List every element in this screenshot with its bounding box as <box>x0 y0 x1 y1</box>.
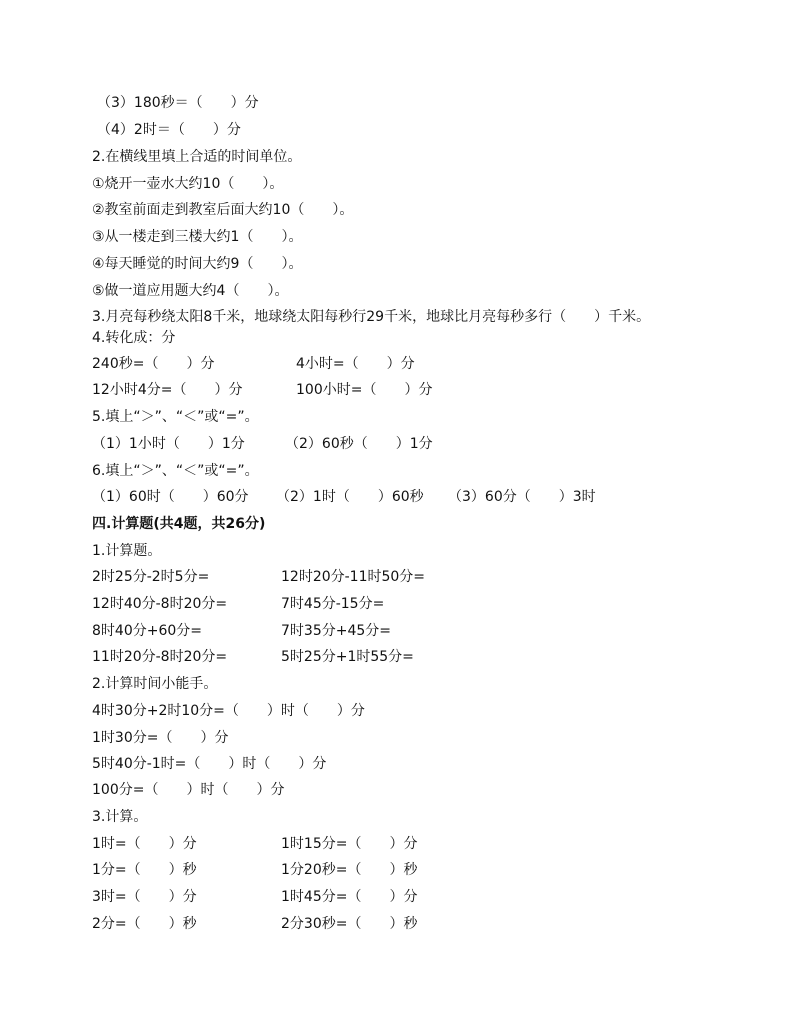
section-heading: 四.计算题(共4题，共26分) <box>92 516 266 532</box>
convert-item: 100小时=（ ）分 <box>296 382 433 398</box>
calc-item: 1时=（ ）分 <box>92 836 197 852</box>
calc-item: 5时25分+1时55分= <box>281 649 414 665</box>
question-5-title: 5.填上“＞”、“＜”或“=”。 <box>92 409 259 425</box>
calc-item: 1分20秒=（ ）秒 <box>281 862 418 878</box>
question-2-item: ③从一楼走到三楼大约1（ ）。 <box>92 229 303 245</box>
calc-item: 11时20分-8时20分= <box>92 649 228 665</box>
calc-item: 12时20分-11时50分= <box>281 569 426 585</box>
fill-question-3: （3）180秒＝（ ）分 <box>97 95 259 111</box>
compare-item: （2）60秒（ ）1分 <box>285 436 433 452</box>
calc-2-title: 2.计算时间小能手。 <box>92 676 218 692</box>
question-4-title: 4.转化成：分 <box>92 330 176 346</box>
calc-item: 100分=（ ）时（ ）分 <box>92 782 285 798</box>
question-3-text: 3.月亮每秒绕太阳8千米，地球绕太阳每秒行29千米，地球比月亮每秒多行（ ）千米。 <box>92 309 651 325</box>
compare-item: （1）60时（ ）60分 <box>92 489 249 505</box>
calc-item: 12时40分-8时20分= <box>92 596 228 612</box>
compare-item: （1）1小时（ ）1分 <box>92 436 245 452</box>
question-2-item: ②教室前面走到教室后面大约10（ ）。 <box>92 202 354 218</box>
convert-item: 12小时4分=（ ）分 <box>92 382 243 398</box>
convert-item: 4小时=（ ）分 <box>296 356 415 372</box>
calc-item: 2分30秒=（ ）秒 <box>281 916 418 932</box>
question-6-title: 6.填上“＞”、“＜”或“=”。 <box>92 463 259 479</box>
calc-item: 2分=（ ）秒 <box>92 916 197 932</box>
question-2-item: ⑤做一道应用题大约4（ ）。 <box>92 283 289 299</box>
calc-item: 4时30分+2时10分=（ ）时（ ）分 <box>92 703 365 719</box>
calc-item: 1时15分=（ ）分 <box>281 836 418 852</box>
question-2-item: ④每天睡觉的时间大约9（ ）。 <box>92 256 303 272</box>
question-2-title: 2.在横线里填上合适的时间单位。 <box>92 149 302 165</box>
fill-question-4: （4）2时＝（ ）分 <box>97 122 241 138</box>
compare-item: （3）60分（ ）3时 <box>448 489 596 505</box>
calc-item: 5时40分-1时=（ ）时（ ）分 <box>92 756 327 772</box>
convert-item: 240秒=（ ）分 <box>92 356 215 372</box>
compare-item: （2）1时（ ）60秒 <box>276 489 424 505</box>
calc-item: 7时35分+45分= <box>281 623 391 639</box>
calc-item: 3时=（ ）分 <box>92 889 197 905</box>
calc-item: 2时25分-2时5分= <box>92 569 210 585</box>
calc-1-title: 1.计算题。 <box>92 543 162 559</box>
calc-item: 1时30分=（ ）分 <box>92 730 229 746</box>
calc-3-title: 3.计算。 <box>92 809 148 825</box>
calc-item: 1时45分=（ ）分 <box>281 889 418 905</box>
calc-item: 8时40分+60分= <box>92 623 202 639</box>
calc-item: 1分=（ ）秒 <box>92 862 197 878</box>
calc-item: 7时45分-15分= <box>281 596 385 612</box>
question-2-item: ①烧开一壶水大约10（ ）。 <box>92 176 284 192</box>
